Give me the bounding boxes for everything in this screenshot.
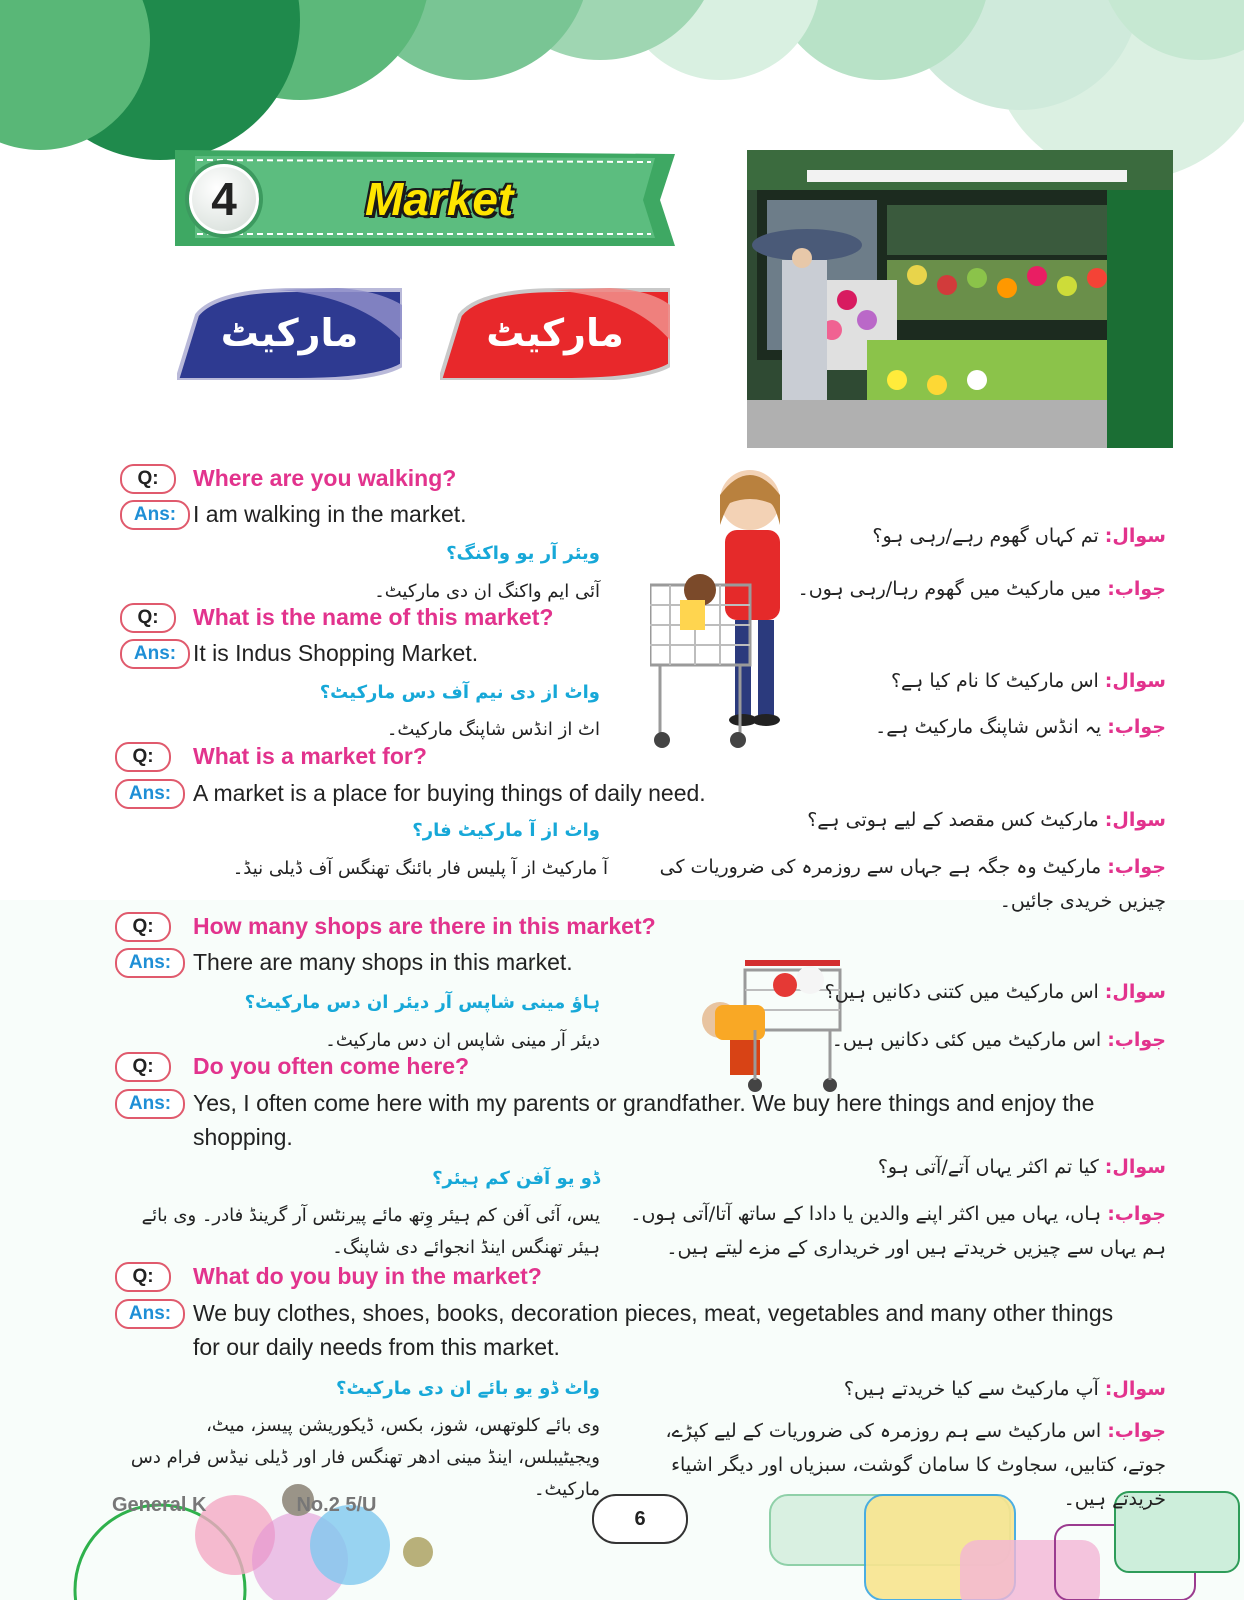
urdu-q-3 — [746, 803, 1166, 837]
urdu-q-3-text: مارکیٹ کس مقصد کے لیے ہوتی ہے؟ — [807, 809, 1099, 831]
lesson-number: 4 — [185, 160, 263, 238]
lesson-banner — [175, 150, 675, 250]
ans-label: Ans: — [120, 639, 190, 669]
transliteration-a-5: یس، آئی آفن کم ہیئر وِتھ مائے پیرنٹس آر گرینڈ فادر۔ وی بائے ہیئر تھنگس اینڈ انجوائے دی شاپنگ۔ — [141, 1205, 600, 1258]
urdu-q-1 — [746, 519, 1166, 553]
badge-blue — [177, 285, 402, 380]
urdu-a-6-text: اس مارکیٹ سے ہم روزمرہ کی ضروریات کے لیے کپڑے، جوتے، کتابیں، سجاوٹ کا سامان گوشت، سبزیاں اور دیگر اشیاء خریدتے ہیں۔ — [665, 1420, 1166, 1510]
sawal-label: سوال: — [1104, 981, 1166, 1003]
answer-en-4: There are many shops in this market. — [193, 949, 573, 975]
transliteration-q-1: ویئر آر یو واکنگ؟ — [446, 543, 600, 564]
badge-blue-label: مارکیٹ — [220, 310, 359, 355]
transliteration-a-6: وی بائے کلوتھس، شوز، بکس، ڈیکوریشن پیسز، میٹ، ویجیٹیبلس، اینڈ مینی ادھر تھنگس فار اور ڈیلی نیڈس فرام دس مارکیٹ۔ — [130, 1415, 600, 1500]
ans-label: Ans: — [120, 500, 190, 530]
shop-photo — [747, 150, 1173, 448]
urdu-q-5-text: کیا تم اکثر یہاں آتے/آتی ہو؟ — [877, 1156, 1099, 1178]
lesson-title: Market — [365, 173, 514, 225]
transliteration-q-6: واٹ ڈو یو بائے ان دی مارکیٹ؟ — [336, 1378, 600, 1399]
badge-red — [440, 285, 670, 380]
sawal-label: سوال: — [1104, 1378, 1166, 1400]
q-label: Q: — [120, 603, 176, 633]
footer-book-title — [112, 1494, 377, 1517]
sawal-label: سوال: — [1104, 1156, 1166, 1178]
sawal-label: سوال: — [1104, 809, 1166, 831]
urdu-a-3 — [616, 850, 1166, 918]
transliteration-q-3: واٹ از آ مارکیٹ فار؟ — [412, 820, 600, 841]
badge-red-label: مارکیٹ — [486, 310, 624, 355]
q-label: Q: — [115, 1052, 171, 1082]
urdu-a-2-text: یہ انڈس شاپنگ مارکیٹ ہے۔ — [875, 716, 1102, 738]
transliteration-a-3: آ مارکیٹ از آ پلیس فار بائنگ تھنگس آف ڈیلی نیڈ۔ — [232, 858, 608, 879]
jawab-label: جواب: — [1107, 1029, 1166, 1051]
question-en-3: What is a market for? — [193, 743, 427, 769]
urdu-q-6-text: آپ مارکیٹ سے کیا خریدتے ہیں؟ — [843, 1378, 1099, 1400]
urdu-a-5-text: ہاں، یہاں میں اکثر اپنے والدین یا دادا کے ساتھ آتا/آتی ہوں۔ ہم یہاں سے چیزیں خریدتے ہیں اور خریداری کے مزے لیتے ہیں۔ — [630, 1203, 1166, 1259]
q-label: Q: — [115, 742, 171, 772]
urdu-a-1 — [746, 572, 1166, 606]
urdu-a-3-text: مارکیٹ وہ جگہ ہے جہاں سے روزمرہ کی ضروریات کی چیزیں خریدی جائیں۔ — [659, 856, 1166, 912]
urdu-a-2 — [746, 710, 1166, 744]
question-en-1: Where are you walking? — [193, 465, 457, 491]
jawab-label: جواب: — [1107, 716, 1166, 738]
urdu-a-6 — [616, 1414, 1166, 1516]
transliteration-a-2: اٹ از انڈس شاپنگ مارکیٹ۔ — [386, 719, 600, 740]
jawab-label: جواب: — [1107, 856, 1166, 878]
jawab-label: جواب: — [1107, 1420, 1166, 1442]
transliteration-a-1: آئی ایم واکنگ ان دی مارکیٹ۔ — [374, 581, 600, 602]
answer-en-3: A market is a place for buying things of daily need. — [193, 780, 706, 806]
answer-en-1: I am walking in the market. — [193, 501, 467, 527]
urdu-a-1-text: میں مارکیٹ میں گھوم رہا/رہی ہوں۔ — [797, 578, 1102, 600]
urdu-q-4-text: اس مارکیٹ میں کتنی دکانیں ہیں؟ — [824, 981, 1099, 1003]
transliteration-q-5: ڈو یو آفن کم ہیئر؟ — [432, 1168, 600, 1189]
urdu-a-4 — [746, 1023, 1166, 1057]
jawab-label: جواب: — [1107, 1203, 1166, 1225]
question-en-2: What is the name of this market? — [193, 604, 554, 630]
page-number: 6 — [592, 1494, 688, 1544]
ans-label: Ans: — [115, 948, 185, 978]
urdu-q-1-text: تم کہاں گھوم رہے/رہی ہو؟ — [872, 525, 1099, 547]
answer-en-2: It is Indus Shopping Market. — [193, 640, 479, 666]
transliteration-a-4: دیئر آر مینی شاپس ان دس مارکیٹ۔ — [325, 1030, 600, 1051]
transliteration-q-4: ہاؤ مینی شاپس آر دیئر ان دس مارکیٹ؟ — [244, 992, 600, 1013]
urdu-a-5 — [616, 1197, 1166, 1265]
jawab-label: جواب: — [1107, 578, 1166, 600]
q-label: Q: — [115, 1262, 171, 1292]
urdu-q-4 — [746, 975, 1166, 1009]
footer-text-part2: No.2 5/U — [296, 1494, 377, 1516]
answer-en-6: We buy clothes, shoes, books, decoration pieces, meat, vegetables and many other things for our daily needs from this market. — [193, 1300, 1114, 1360]
ans-label: Ans: — [115, 779, 185, 809]
ans-label: Ans: — [115, 1299, 185, 1329]
answer-en-5: Yes, I often come here with my parents or grandfather. We buy here things and enjoy the shopping. — [193, 1090, 1095, 1150]
transliteration-q-2: واٹ از دی نیم آف دس مارکیٹ؟ — [319, 682, 600, 703]
q-label: Q: — [120, 464, 176, 494]
question-en-5: Do you often come here? — [193, 1053, 470, 1079]
footer-text-part1: General K — [112, 1494, 207, 1516]
sawal-label: سوال: — [1104, 670, 1166, 692]
ans-label: Ans: — [115, 1089, 185, 1119]
urdu-q-5 — [746, 1150, 1166, 1184]
urdu-q-2 — [746, 664, 1166, 698]
q-label: Q: — [115, 912, 171, 942]
question-en-6: What do you buy in the market? — [193, 1263, 542, 1289]
urdu-a-4-text: اس مارکیٹ میں کئی دکانیں ہیں۔ — [831, 1029, 1102, 1051]
urdu-q-2-text: اس مارکیٹ کا نام کیا ہے؟ — [890, 670, 1099, 692]
question-en-4: How many shops are there in this market? — [193, 913, 656, 939]
sawal-label: سوال: — [1104, 525, 1166, 547]
urdu-q-6 — [746, 1372, 1166, 1406]
